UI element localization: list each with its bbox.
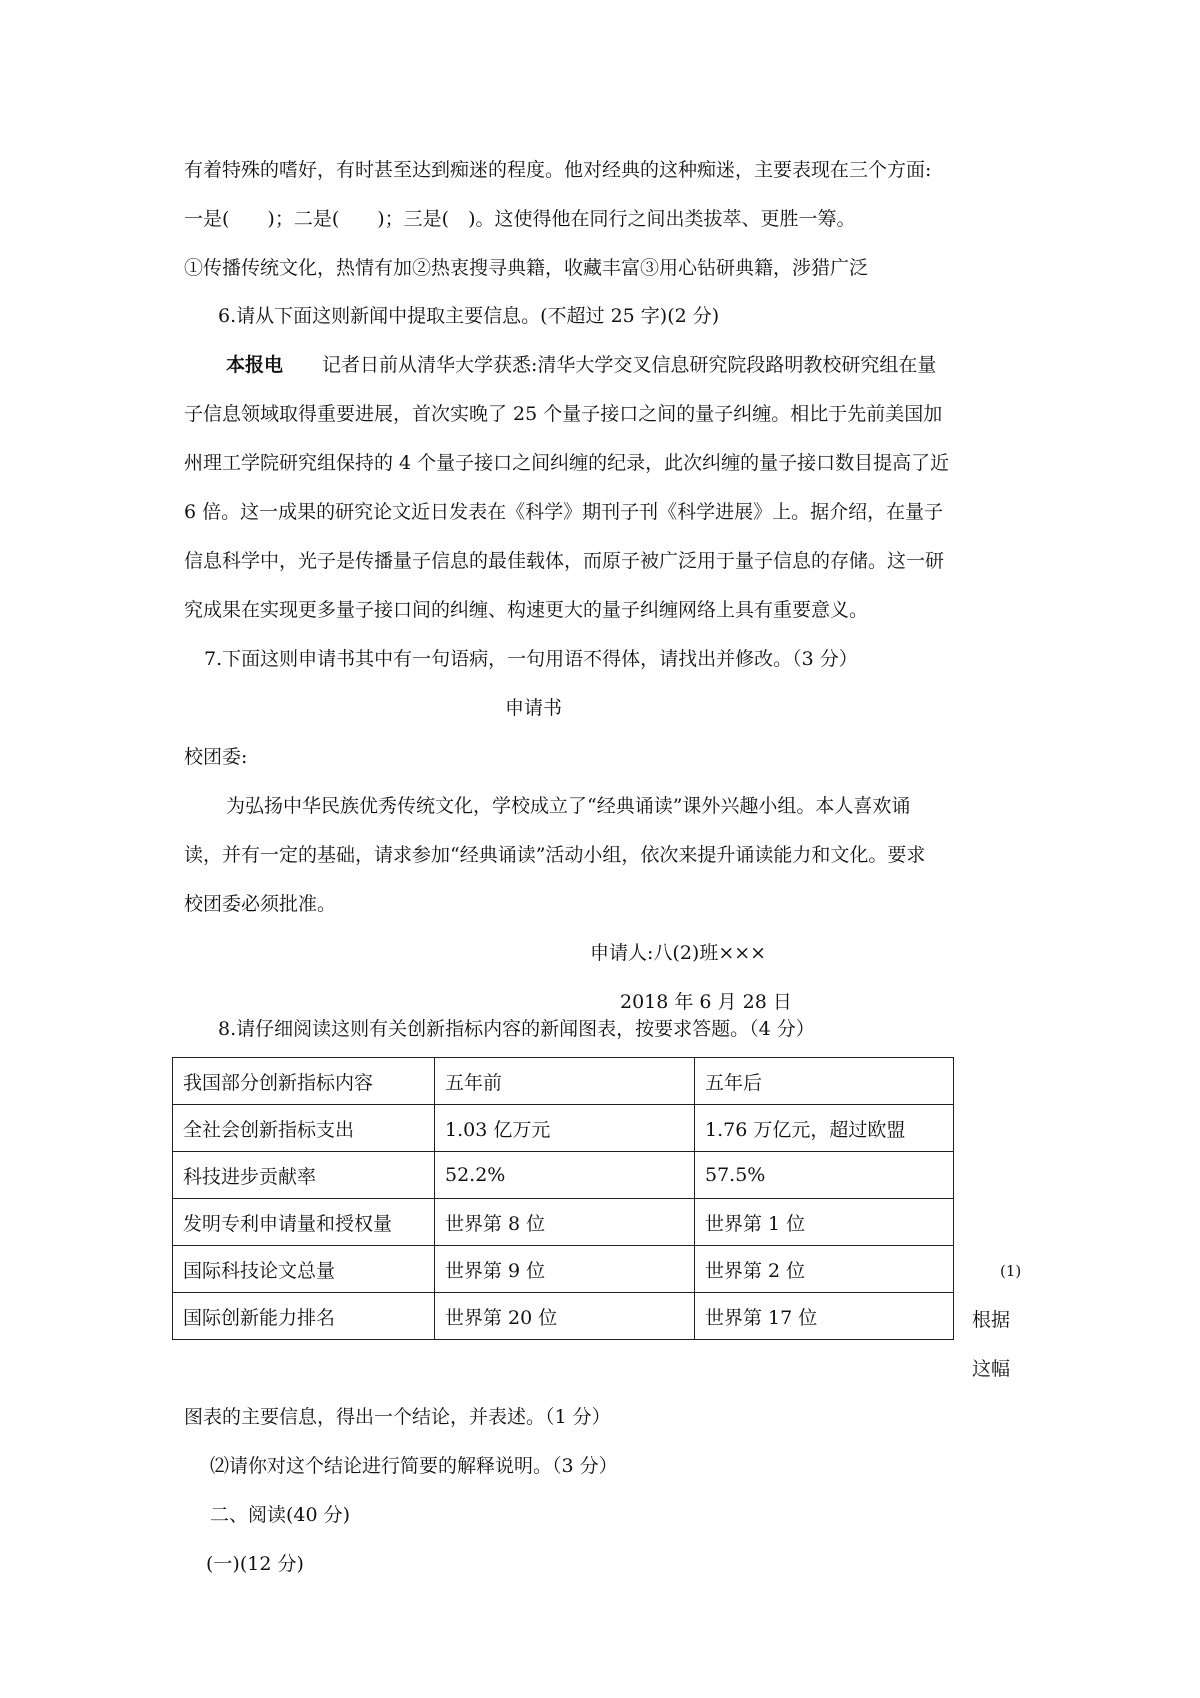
q6-news-line: 州理工学院研究组保持的 4 个量子接口之间纠缠的纪录，此次纠缠的量子接口数目提高了近	[184, 452, 950, 474]
q6-news-line: 子信息领域取得重要进展，首次实晚了 25 个量子接口之间的量子纠缠。相比于先前美国加	[184, 403, 943, 425]
q8-side-text: 这幅	[972, 1358, 1011, 1380]
application-body-line: 为弘扬中华民族优秀传统文化，学校成立了“经典诵读”课外兴趣小组。本人喜欢诵	[226, 795, 911, 817]
table-cell: 57.5%	[695, 1152, 954, 1199]
table-cell: 世界第 17 位	[695, 1293, 954, 1340]
q8-subquestion-number: (1)	[1000, 1262, 1022, 1280]
table-row	[173, 1293, 954, 1340]
q8-subquestion-1: 图表的主要信息，得出一个结论，并表述。（1 分）	[184, 1406, 611, 1428]
table-cell: 世界第 9 位	[435, 1246, 695, 1293]
table-cell: 科技进步贡献率	[173, 1152, 435, 1199]
table-row	[173, 1199, 954, 1246]
q6-news-line: 6 倍。这一成果的研究论文近日发表在《科学》期刊子刊《科学进展》上。据介绍，在量子	[184, 501, 944, 523]
section-subheading: (一)(12 分)	[206, 1553, 304, 1575]
table-cell: 发明专利申请量和授权量	[173, 1199, 435, 1246]
q7-prompt: 7.下面这则申请书其中有一句语病，一句用语不得体，请找出并修改。（3 分）	[204, 648, 858, 670]
table-cell: 52.2%	[435, 1152, 695, 1199]
q6-news-line: 记者日前从清华大学获悉:清华大学交叉信息研究院段路明教校研究组在量	[322, 354, 937, 376]
table-cell: 国际科技论文总量	[173, 1246, 435, 1293]
table-row	[173, 1246, 954, 1293]
q6-news-line: 信息科学中，光子是传播量子信息的最佳载体，而原子被广泛用于量子信息的存储。这一研	[184, 550, 945, 572]
intro-line-1: 有着特殊的嗜好，有时甚至达到痴迷的程度。他对经典的这种痴迷，主要表现在三个方面:	[184, 159, 932, 181]
application-date: 2018 年 6 月 28 日	[620, 991, 792, 1013]
table-header-cell: 五年后	[695, 1058, 954, 1105]
table-cell: 国际创新能力排名	[173, 1293, 435, 1340]
table-cell: 世界第 20 位	[435, 1293, 695, 1340]
table-row	[173, 1105, 954, 1152]
intro-line-2: 一是( )；二是( )；三是( )。这使得他在同行之间出类拔萃、更胜一筹。	[184, 208, 856, 230]
q6-news-lead: 本报电	[226, 354, 284, 376]
application-signer: 申请人:八(2)班×××	[590, 942, 767, 964]
q8-prompt: 8.请仔细阅读这则有关创新指标内容的新闻图表，按要求答题。（4 分）	[218, 1018, 815, 1040]
table-cell: 世界第 8 位	[435, 1199, 695, 1246]
innovation-indicator-table	[172, 1057, 954, 1340]
table-header-row	[173, 1058, 954, 1105]
table-cell: 世界第 2 位	[695, 1246, 954, 1293]
table-cell: 1.76 万亿元，超过欧盟	[695, 1105, 954, 1152]
table-row	[173, 1152, 954, 1199]
table-header-cell: 五年前	[435, 1058, 695, 1105]
answer-options: ①传播传统文化，热情有加②热衷搜寻典籍，收藏丰富③用心钻研典籍，涉猎广泛	[184, 257, 869, 279]
table-header-cell: 我国部分创新指标内容	[173, 1058, 435, 1105]
q6-prompt: 6.请从下面这则新闻中提取主要信息。(不超过 25 字)(2 分)	[218, 305, 720, 327]
q8-side-text: 根据	[972, 1309, 1011, 1331]
application-salutation: 校团委:	[184, 746, 248, 768]
section-heading: 二、阅读(40 分)	[210, 1504, 351, 1526]
table-cell: 世界第 1 位	[695, 1199, 954, 1246]
table-cell: 1.03 亿万元	[435, 1105, 695, 1152]
application-body-line: 校团委必须批准。	[184, 893, 337, 915]
table-cell: 全社会创新指标支出	[173, 1105, 435, 1152]
application-title: 申请书	[505, 697, 563, 719]
application-body-line: 读，并有一定的基础，请求参加“经典诵读”活动小组，依次来提升诵读能力和文化。要求	[184, 844, 926, 866]
q8-subquestion-2: ⑵请你对这个结论进行简要的解释说明。（3 分）	[210, 1455, 618, 1477]
q6-news-line: 究成果在实现更多量子接口间的纠缠、构速更大的量子纠缠网络上具有重要意义。	[184, 599, 869, 621]
